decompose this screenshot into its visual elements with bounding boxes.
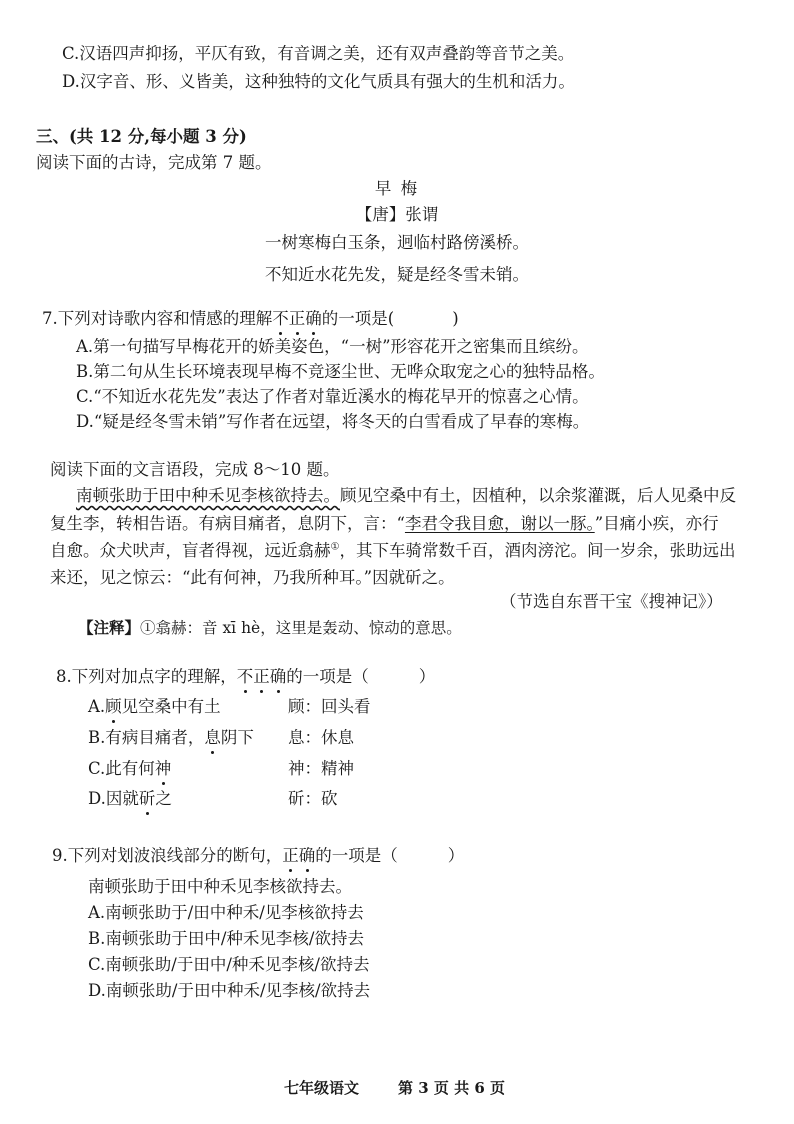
q7-option-a: A.第一句描写早梅花开的娇美姿色，“一树”形容花开之密集而且缤纷。 xyxy=(76,337,589,356)
q8-text: C.此有何 xyxy=(88,759,155,778)
classical-line-4: 来还，见之惊云：“此有何神，乃我所种耳。”因就斫之。 xyxy=(50,568,455,587)
footer-page-number: 第 3 页 共 6 页 xyxy=(398,1079,505,1097)
q8-text: D.因就 xyxy=(88,789,139,808)
q7-dot-char: 不 xyxy=(272,309,289,328)
q8-option-a-left xyxy=(88,696,221,718)
q8-option-a-right: 顾：回头看 xyxy=(288,697,371,716)
q8-option-c-left xyxy=(88,758,171,780)
q8-option-b-right: 息：休息 xyxy=(288,728,354,747)
q8-dot-char: 不 xyxy=(236,667,254,686)
classical-line-3-a: 自愈。众犬吠声，盲者得视，远近翕赫 xyxy=(50,541,331,560)
classical-line-2-a: 复生李，转相告语。有病目痛者，息阴下，言：“ xyxy=(50,514,405,533)
poem-line-1: 一树寒梅白玉条，迥临村路傍溪桥。 xyxy=(265,233,529,252)
q8-dot-char: 正 xyxy=(253,667,270,686)
q8-stem-post: 的一项是（ xyxy=(286,667,369,686)
q8-text: 阴下 xyxy=(220,728,254,747)
classical-line-1 xyxy=(76,485,736,507)
footer-subject: 七年级语文 xyxy=(284,1079,360,1097)
q9-option-d: D.南顿张助/于田中种禾/见李核/欲持去 xyxy=(88,981,371,1000)
underlined-quote: 李君令我目愈，谢以一豚。 xyxy=(404,514,595,533)
q8-text: B.有病目痛者， xyxy=(88,728,205,747)
q7-option-b: B.第二句从生长环境表现早梅不竞逐尘世、无哗众取宠之心的独特品格。 xyxy=(76,362,605,381)
q9-option-a: A.南顿张助于/田中种禾/见李核欲持去 xyxy=(88,903,364,922)
q9-stem-close: ） xyxy=(447,846,465,865)
q9-stem-pre: 9.下列对划波浪线部分的断句， xyxy=(52,846,283,865)
q8-dotted-char: 息 xyxy=(204,728,221,747)
classical-line-1-rest: 顾见空桑中有土，因植种，以余浆灌溉，后人见桑中反 xyxy=(340,486,736,505)
q8-dotted-char: 顾 xyxy=(105,697,122,716)
option-c-text: C.汉语四声抑扬，平仄有致，有音调之美，还有双声叠韵等音节之美。 xyxy=(62,44,575,63)
section-heading: 三、(共 12 分,每小题 3 分) xyxy=(36,127,247,146)
q9-option-c: C.南顿张助/于田中/种禾见李核/欲持去 xyxy=(88,955,370,974)
q8-dotted-char: 神 xyxy=(154,759,172,778)
q7-dot-char: 正 xyxy=(288,309,306,328)
wavy-underlined-sentence: 南顿张助于田中种禾见李核欲持去。 xyxy=(76,486,340,505)
note-text: ①翕赫：音 xī hè，这里是轰动、惊动的意思。 xyxy=(140,619,462,637)
q7-stem-post: 的一项是( xyxy=(321,309,395,328)
classical-note xyxy=(78,617,462,639)
q7-dot-char: 确 xyxy=(305,309,322,328)
q7-stem xyxy=(42,308,459,330)
option-d-text: D.汉字音、形、义皆美，这种独特的文化气质具有强大的生机和活力。 xyxy=(62,72,575,91)
footnote-marker: ① xyxy=(330,541,340,553)
q8-stem xyxy=(56,666,435,688)
q8-option-d-right: 斫：砍 xyxy=(288,789,338,808)
note-label: 【注释】 xyxy=(78,618,141,637)
poem-author: 【唐】张谓 xyxy=(355,205,439,224)
section-instruction: 阅读下面的古诗，完成第 7 题。 xyxy=(36,153,272,172)
classical-line-2-b: ”目痛小疾，亦行 xyxy=(594,514,719,533)
q9-dot-char: 确 xyxy=(298,846,316,865)
classical-line-3-b: ，其下车骑常数千百，酒肉滂沱。间一岁余，张助远出 xyxy=(339,541,736,560)
q8-option-b-left xyxy=(88,727,254,749)
q7-option-c: C.“不知近水花先发”表达了作者对靠近溪水的梅花早开的惊喜之心情。 xyxy=(76,387,589,406)
classical-line-2 xyxy=(50,513,719,535)
poem-line-2: 不知近水花先发，疑是经冬雪未销。 xyxy=(265,265,529,284)
q7-stem-close: ) xyxy=(452,309,459,328)
q8-dot-char: 确 xyxy=(269,667,287,686)
classical-instruction: 阅读下面的文言语段，完成 8～10 题。 xyxy=(50,460,340,479)
q8-text: 见空桑中有土 xyxy=(121,697,221,716)
q8-option-c-right: 神：精神 xyxy=(288,759,354,778)
q7-option-d: D.“疑是经冬雪未销”写作者在远望，将冬天的白雪看成了早春的寒梅。 xyxy=(76,412,590,431)
q8-stem-close: ） xyxy=(418,667,436,686)
q8-text: A. xyxy=(88,697,106,716)
q8-dotted-char: 斫 xyxy=(138,789,156,808)
q8-option-d-left xyxy=(88,788,172,810)
poem-title: 早 梅 xyxy=(374,179,420,198)
q9-original-sentence: 南顿张助于田中种禾见李核欲持去。 xyxy=(88,877,352,896)
q9-stem-post: 的一项是（ xyxy=(315,846,398,865)
q8-stem-pre: 8.下列对加点字的理解， xyxy=(56,667,237,686)
classical-source: （节选自东晋干宝《搜神记》） xyxy=(500,592,723,611)
q9-dot-char: 正 xyxy=(282,846,299,865)
q9-stem xyxy=(52,845,464,867)
q8-text: 之 xyxy=(155,789,172,808)
q9-option-b: B.南顿张助于田中/种禾见李核/欲持去 xyxy=(88,929,364,948)
classical-line-3 xyxy=(50,540,735,562)
q7-stem-pre: 7.下列对诗歌内容和情感的理解 xyxy=(42,309,273,328)
